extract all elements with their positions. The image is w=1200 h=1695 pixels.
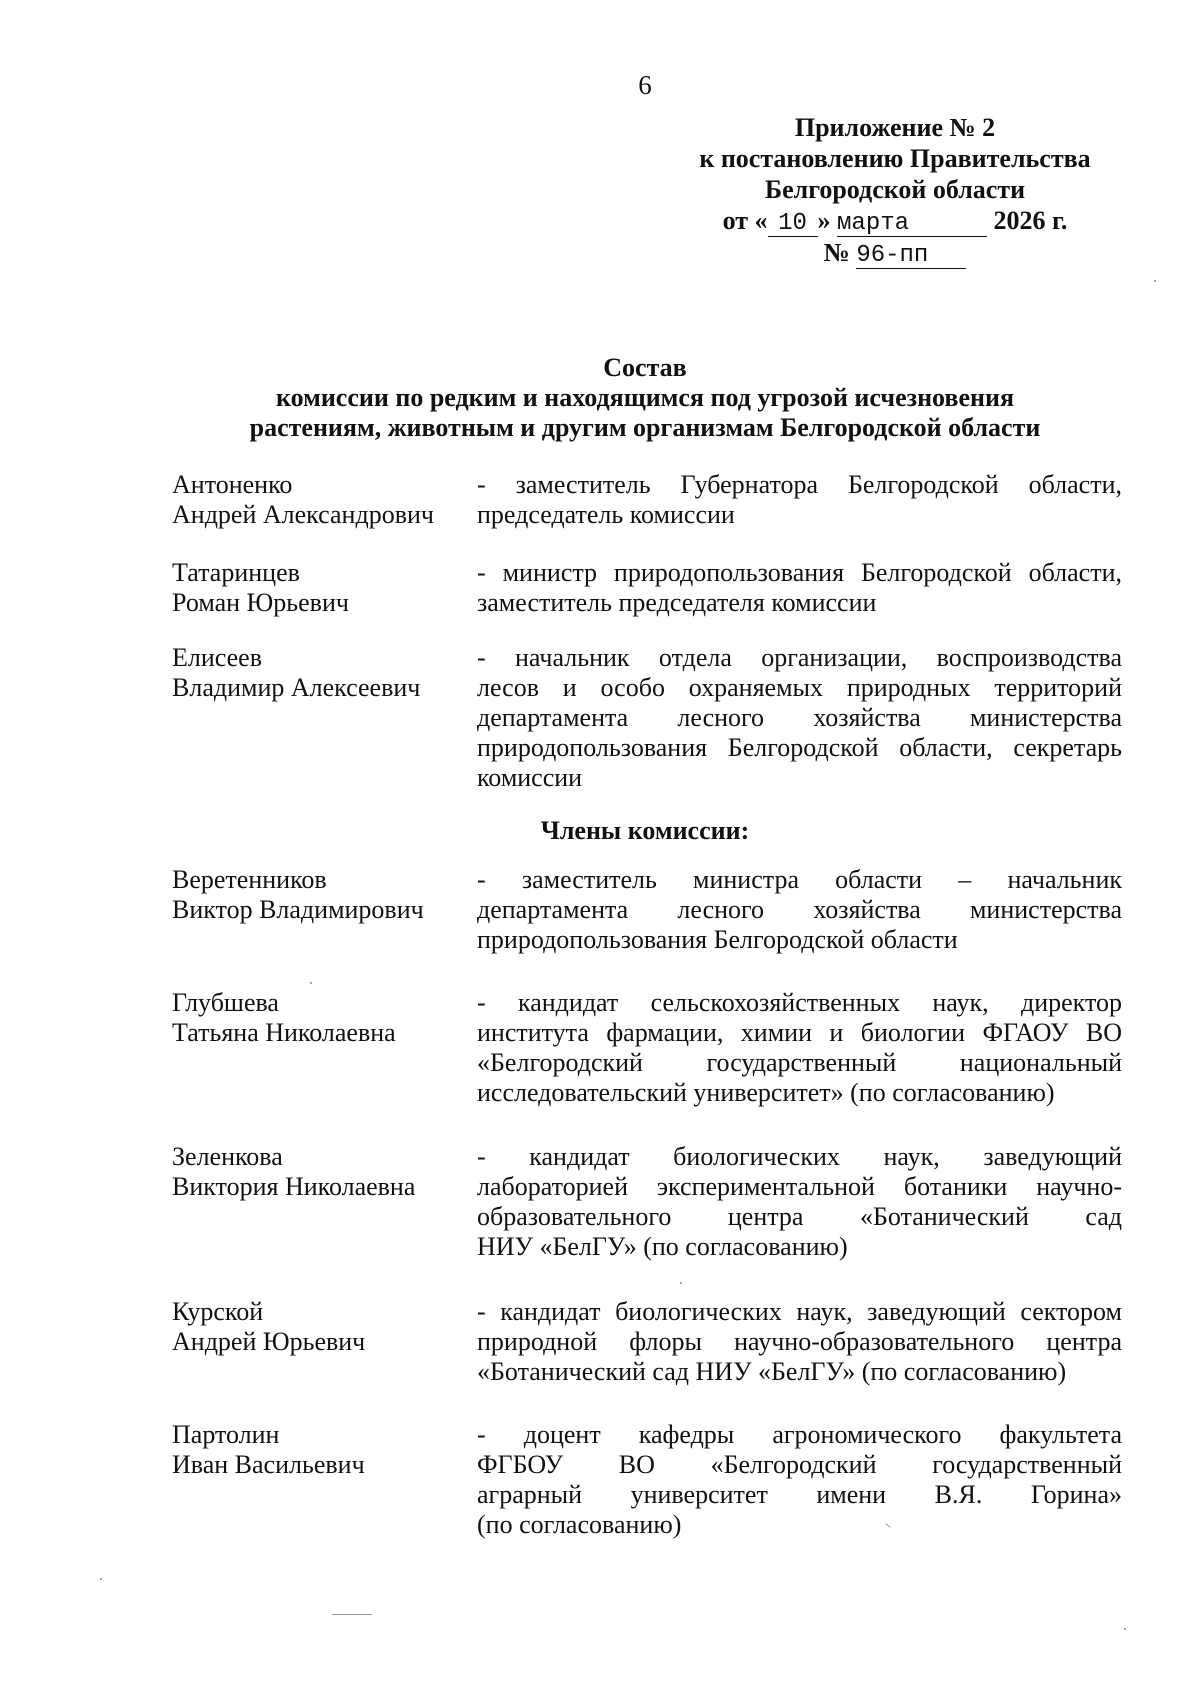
person-given-names: Роман Юрьевич: [172, 588, 349, 617]
person-surname: Елисеев: [172, 643, 262, 672]
person-given-names: Виктор Владимирович: [172, 895, 424, 924]
decree-number: 96-пп: [856, 244, 966, 269]
person-position: [477, 470, 1122, 530]
scan-speck: [100, 1578, 102, 1580]
document-title: [170, 353, 1120, 443]
person-given-names: Андрей Александрович: [172, 500, 434, 529]
scan-speck: [332, 1614, 372, 1615]
person-surname: Глубшева: [172, 988, 279, 1017]
position-line: природопользования Белгородской области, секретарь: [477, 733, 1122, 762]
page-number: 6: [638, 70, 652, 100]
position-line: НИУ «БелГУ» (по согласованию): [477, 1232, 848, 1261]
position-line: образовательного центра «Ботанический сад: [477, 1202, 1122, 1231]
date-year: 2026 г.: [993, 206, 1068, 235]
position-line: департамента лесного хозяйства министерства: [477, 895, 1122, 924]
person-position: [477, 1420, 1122, 1540]
person-position: [477, 558, 1122, 618]
person-name: [172, 1420, 472, 1480]
person-given-names: Владимир Алексеевич: [172, 673, 421, 702]
title-line-1: Состав: [603, 353, 687, 382]
person-name: [172, 643, 472, 703]
person-given-names: Андрей Юрьевич: [172, 1327, 366, 1356]
person-name: [172, 558, 472, 618]
person-name: [172, 1142, 472, 1202]
person-surname: Курской: [172, 1297, 264, 1326]
position-line: «Белгородский государственный национальный: [477, 1048, 1122, 1077]
person-given-names: Татьяна Николаевна: [172, 1018, 396, 1047]
position-line: природной флоры научно-образовательного центра: [477, 1327, 1122, 1356]
person-position: [477, 643, 1122, 793]
appendix-title: Приложение № 2: [794, 113, 996, 142]
position-line: (по согласованию): [477, 1510, 682, 1539]
position-line: - начальник отдела организации, воспроизводства: [477, 643, 1122, 672]
position-line: - кандидат сельскохозяйственных наук, директор: [477, 988, 1122, 1017]
position-line: комиссии: [477, 763, 583, 792]
date-month: марта: [837, 212, 987, 237]
position-line: лабораторией экспериментальной ботаники научно-: [477, 1172, 1122, 1201]
position-line: аграрный университет имени В.Я. Горина»: [477, 1480, 1122, 1509]
position-line: департамента лесного хозяйства министерства: [477, 703, 1122, 732]
person-surname: Татаринцев: [172, 558, 300, 587]
person-surname: Веретенников: [172, 865, 327, 894]
number-prefix: №: [823, 238, 850, 267]
person-surname: Зеленкова: [172, 1142, 283, 1171]
person-name: [172, 470, 472, 530]
appendix-header: [680, 112, 1110, 269]
date-mid: »: [817, 206, 831, 235]
members-heading: Члены комиссии:: [540, 816, 750, 845]
person-position: [477, 988, 1122, 1108]
position-line: ФГБОУ ВО «Белгородский государственный: [477, 1450, 1122, 1479]
person-name: [172, 988, 472, 1048]
position-line: «Ботанический сад НИУ «БелГУ» (по согласованию): [477, 1357, 1067, 1386]
position-line: - министр природопользования Белгородской области,: [477, 558, 1122, 587]
person-given-names: Иван Васильевич: [172, 1450, 365, 1479]
scan-speck: [310, 982, 312, 984]
person-position: [477, 1142, 1122, 1262]
position-line: исследовательский университет» (по согласованию): [477, 1078, 1055, 1107]
person-name: [172, 1297, 472, 1357]
scan-speck: [1124, 1628, 1126, 1630]
appendix-date-line: [680, 205, 1110, 237]
appendix-region-line: Белгородской области: [764, 175, 1026, 204]
person-surname: Партолин: [172, 1420, 280, 1449]
date-prefix: от «: [722, 206, 768, 235]
person-given-names: Виктория Николаевна: [172, 1172, 416, 1201]
date-day: 10: [768, 212, 818, 237]
scan-speck: [680, 1282, 682, 1284]
position-line: - доцент кафедры агрономического факультета: [477, 1420, 1122, 1449]
person-position: [477, 865, 1122, 955]
appendix-number-line: [680, 237, 1110, 269]
title-line-3: растениям, животным и другим организмам Белгородской области: [249, 413, 1041, 442]
position-line: института фармации, химии и биологии ФГАОУ ВО: [477, 1018, 1122, 1047]
title-line-2: комиссии по редким и находящимся под угрозой исчезновения: [275, 383, 1015, 412]
position-line: - заместитель Губернатора Белгородской области,: [477, 470, 1122, 499]
position-line: лесов и особо охраняемых природных территорий: [477, 673, 1122, 702]
position-line: заместитель председателя комиссии: [477, 588, 877, 617]
appendix-decree-line: к постановлению Правительства: [699, 144, 1091, 173]
person-position: [477, 1297, 1122, 1387]
scan-speck: [1154, 280, 1156, 282]
person-surname: Антоненко: [172, 470, 293, 499]
position-line: - кандидат биологических наук, заведующий: [477, 1142, 1122, 1171]
position-line: природопользования Белгородской области: [477, 925, 958, 954]
position-line: - кандидат биологических наук, заведующий сектором: [477, 1297, 1122, 1326]
person-name: [172, 865, 472, 925]
position-line: - заместитель министра области – начальник: [477, 865, 1122, 894]
position-line: председатель комиссии: [477, 500, 735, 529]
